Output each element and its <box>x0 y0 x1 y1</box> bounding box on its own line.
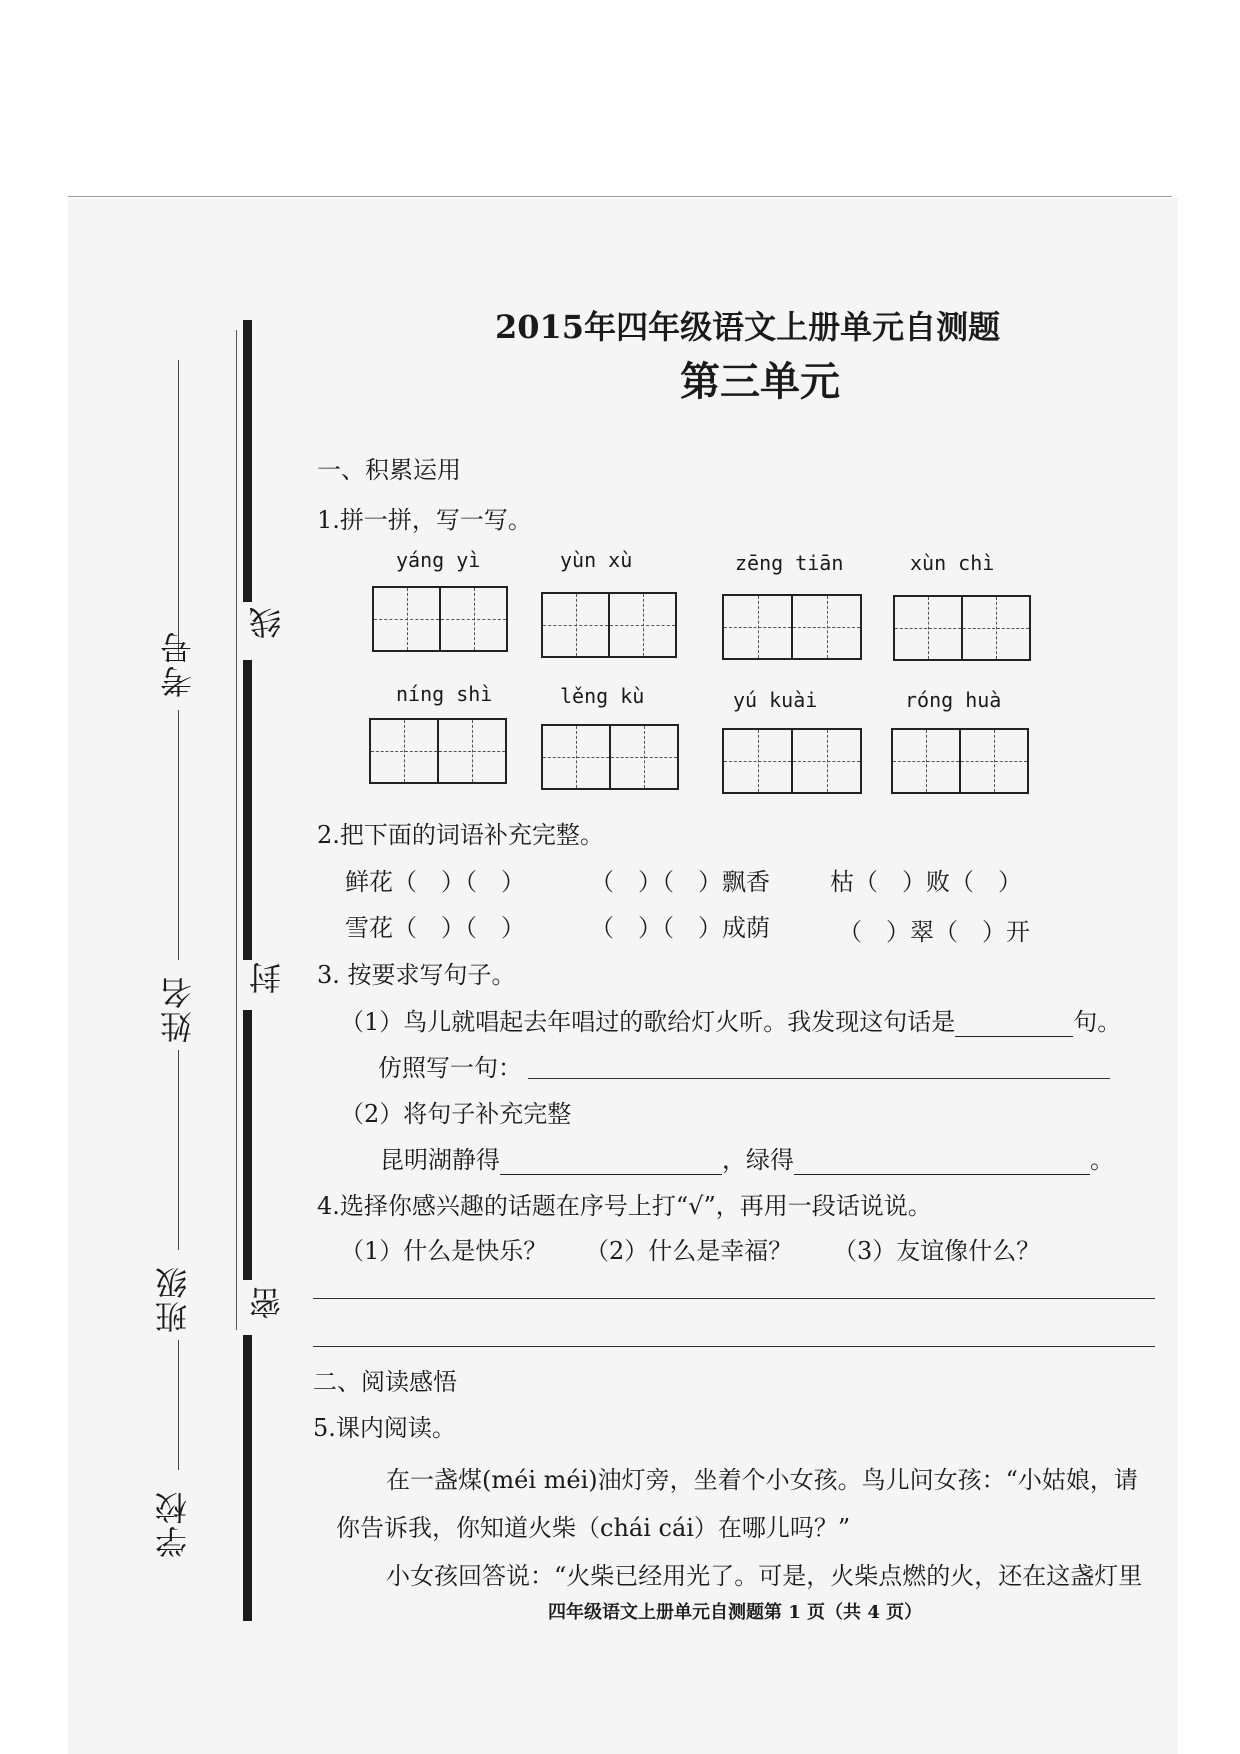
pinyin-zengtian: zēng tiān <box>735 551 844 575</box>
q4-answer-line-1[interactable] <box>313 1298 1155 1299</box>
q2-item-6: （ ）翠（ ）开 <box>838 918 1030 946</box>
q3-sub1-blank[interactable] <box>955 1012 1073 1037</box>
section1-heading: 一、积累运用 <box>317 456 461 484</box>
writing-box-8[interactable] <box>891 728 1029 794</box>
pinyin-xunchi: xùn chì <box>910 551 995 575</box>
q1-prompt: 1.拼一拼，写一写。 <box>317 506 532 534</box>
margin-line-xingming <box>178 710 179 960</box>
kunming-part-a: 昆明湖静得 <box>380 1146 500 1174</box>
binding-line-middle <box>243 660 252 960</box>
pinyin-ningshi: níng shì <box>396 682 493 706</box>
q2-item-3: 枯（ ）败（ ） <box>830 868 1022 896</box>
writing-box-3[interactable] <box>722 594 862 660</box>
label-kaohao: 考号 <box>159 630 197 698</box>
binding-mark-feng: 封 <box>248 960 286 994</box>
exam-title: 2015年四年级语文上册单元自测题 <box>495 308 1001 346</box>
label-xuexiao: 学校 <box>154 1490 192 1558</box>
q3-prompt: 3. 按要求写句子。 <box>317 961 516 989</box>
section2-heading: 二、阅读感悟 <box>313 1368 457 1396</box>
writing-box-6[interactable] <box>541 724 679 790</box>
q5-para2-line1: 小女孩回答说：“火柴已经用光了。可是，火柴点燃的火，还在这盏灯里 <box>386 1562 1143 1590</box>
binding-line-top <box>243 320 252 602</box>
q2-item-1: 鲜花（ ）（ ） <box>345 868 525 896</box>
kunming-part-c: 。 <box>1090 1146 1114 1174</box>
q5-para1-line1: 在一盏煤(méi méi)油灯旁，坐着个小女孩。鸟儿问女孩：“小姑娘，请 <box>386 1466 1138 1494</box>
pinyin-ronghua: róng huà <box>905 688 1002 712</box>
q4-prompt: 4.选择你感兴趣的话题在序号上打“√”，再用一段话说说。 <box>317 1192 932 1220</box>
q2-item-4: 雪花（ ）（ ） <box>345 914 525 942</box>
writing-box-4[interactable] <box>893 595 1031 661</box>
binding-line-lower <box>243 1010 252 1280</box>
writing-box-1[interactable] <box>372 586 508 652</box>
binding-line-bottom <box>243 1335 252 1621</box>
q3-sub1 <box>340 1002 1121 1037</box>
pinyin-yunxu: yùn xù <box>560 548 633 572</box>
unit-title: 第三单元 <box>680 358 840 405</box>
pinyin-yukuai: yú kuài <box>733 688 818 712</box>
kunming-part-b: ，绿得 <box>722 1146 794 1174</box>
q3-sub2: （2）将句子补充完整 <box>340 1100 572 1128</box>
q3-kunming <box>380 1140 1114 1175</box>
writing-box-2[interactable] <box>541 592 677 658</box>
page-footer: 四年级语文上册单元自测题第 1 页（共 4 页） <box>548 1602 923 1623</box>
q5-prompt: 5.课内阅读。 <box>313 1414 456 1442</box>
margin-line-banji <box>178 1050 179 1250</box>
q4-answer-line-2[interactable] <box>313 1346 1155 1347</box>
q3-imitate-label: 仿照写一句： <box>378 1054 522 1082</box>
writing-box-7[interactable] <box>722 728 862 794</box>
writing-box-5[interactable] <box>369 718 507 784</box>
margin-line-xuexiao <box>178 1340 179 1470</box>
scan-edge <box>68 196 1172 197</box>
label-xingming: 姓名 <box>159 975 197 1043</box>
pinyin-yangyi: yáng yì <box>396 548 481 572</box>
q3-sub1-end: 句。 <box>1073 1008 1122 1036</box>
q2-item-2: （ ）（ ）飘香 <box>590 868 770 896</box>
binding-mark-mi: 密 <box>248 1285 286 1319</box>
kunming-blank-1[interactable] <box>500 1150 722 1175</box>
q4-topic-1[interactable]: （1）什么是快乐？ <box>340 1237 548 1265</box>
q4-topic-2[interactable]: （2）什么是幸福？ <box>585 1237 793 1265</box>
q3-sub1-text: （1）鸟儿就唱起去年唱过的歌给灯火听。我发现这句话是 <box>340 1008 956 1036</box>
q2-prompt: 2.把下面的词语补充完整。 <box>317 821 604 849</box>
q5-para1-line2: 你告诉我，你知道火柴（chái cái）在哪儿吗？” <box>336 1514 851 1542</box>
margin-line-kaohao <box>178 360 179 660</box>
q3-imitate-line[interactable] <box>528 1078 1110 1079</box>
binding-mark-xian: 线 <box>248 605 286 639</box>
kunming-blank-2[interactable] <box>794 1150 1090 1175</box>
label-banji: 班级 <box>154 1265 192 1333</box>
binding-dotted-mid <box>236 330 237 1330</box>
q2-item-5: （ ）（ ）成荫 <box>590 914 770 942</box>
q4-topic-3[interactable]: （3）友谊像什么？ <box>833 1237 1041 1265</box>
pinyin-lengku: lěng kù <box>560 684 645 708</box>
